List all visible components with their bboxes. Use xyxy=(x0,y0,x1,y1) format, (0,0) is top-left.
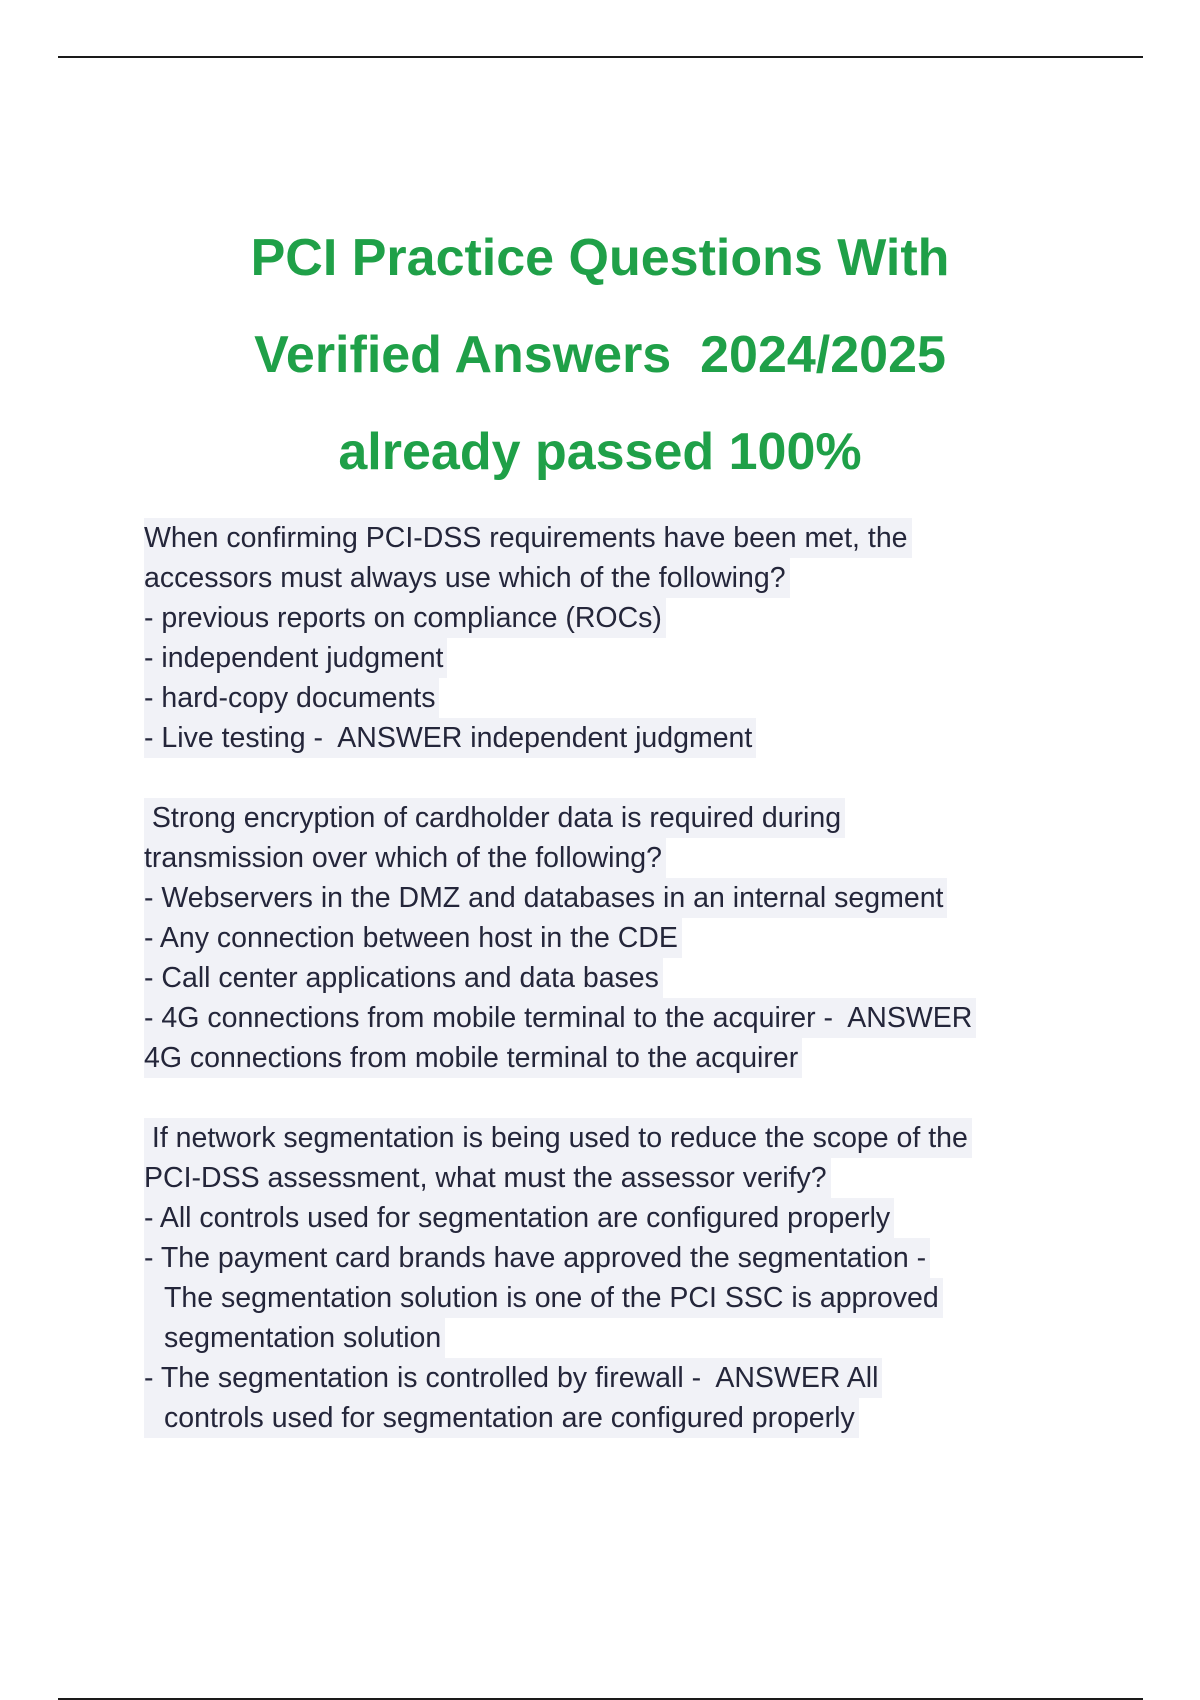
answer-option: - hard-copy documents xyxy=(144,678,439,718)
top-divider xyxy=(58,56,1143,58)
question-block-3 xyxy=(144,1118,1104,1438)
answer-option: - independent judgment xyxy=(144,638,447,678)
answer-option-continued: The segmentation solution is one of the PCI SSC is approved xyxy=(144,1278,943,1318)
answer-option: - 4G connections from mobile terminal to the acquirer - ANSWER xyxy=(144,998,976,1038)
question-block-2 xyxy=(144,798,1104,1078)
title-line: already passed 100% xyxy=(338,423,862,481)
answer-option: - Any connection between host in the CDE xyxy=(144,918,682,958)
question-text: Strong encryption of cardholder data is required during xyxy=(144,798,845,838)
questions-list xyxy=(144,518,1104,1438)
answer-text: 4G connections from mobile terminal to the acquirer xyxy=(144,1038,802,1078)
question-text: PCI-DSS assessment, what must the assessor verify? xyxy=(144,1158,831,1198)
answer-option: - The segmentation is controlled by firewall - ANSWER All xyxy=(144,1358,882,1398)
answer-option: - Live testing - ANSWER independent judgment xyxy=(144,718,756,758)
answer-option: - Call center applications and data bases xyxy=(144,958,663,998)
answer-option: - All controls used for segmentation are configured properly xyxy=(144,1198,894,1238)
question-text: When confirming PCI-DSS requirements have been met, the xyxy=(144,518,912,558)
question-text: transmission over which of the following? xyxy=(144,838,666,878)
answer-option: - Webservers in the DMZ and databases in an internal segment xyxy=(144,878,947,918)
answer-option: - The payment card brands have approved the segmentation - xyxy=(144,1238,930,1278)
title-line: PCI Practice Questions With xyxy=(250,229,950,287)
title-line: Verified Answers 2024/2025 xyxy=(254,326,946,384)
answer-text: controls used for segmentation are configured properly xyxy=(144,1398,859,1438)
answer-option-continued: segmentation solution xyxy=(144,1318,445,1358)
question-block-1 xyxy=(144,518,1104,758)
document-title xyxy=(0,210,1200,501)
question-text: If network segmentation is being used to reduce the scope of the xyxy=(144,1118,972,1158)
question-text: accessors must always use which of the following? xyxy=(144,558,790,598)
answer-option: - previous reports on compliance (ROCs) xyxy=(144,598,666,638)
